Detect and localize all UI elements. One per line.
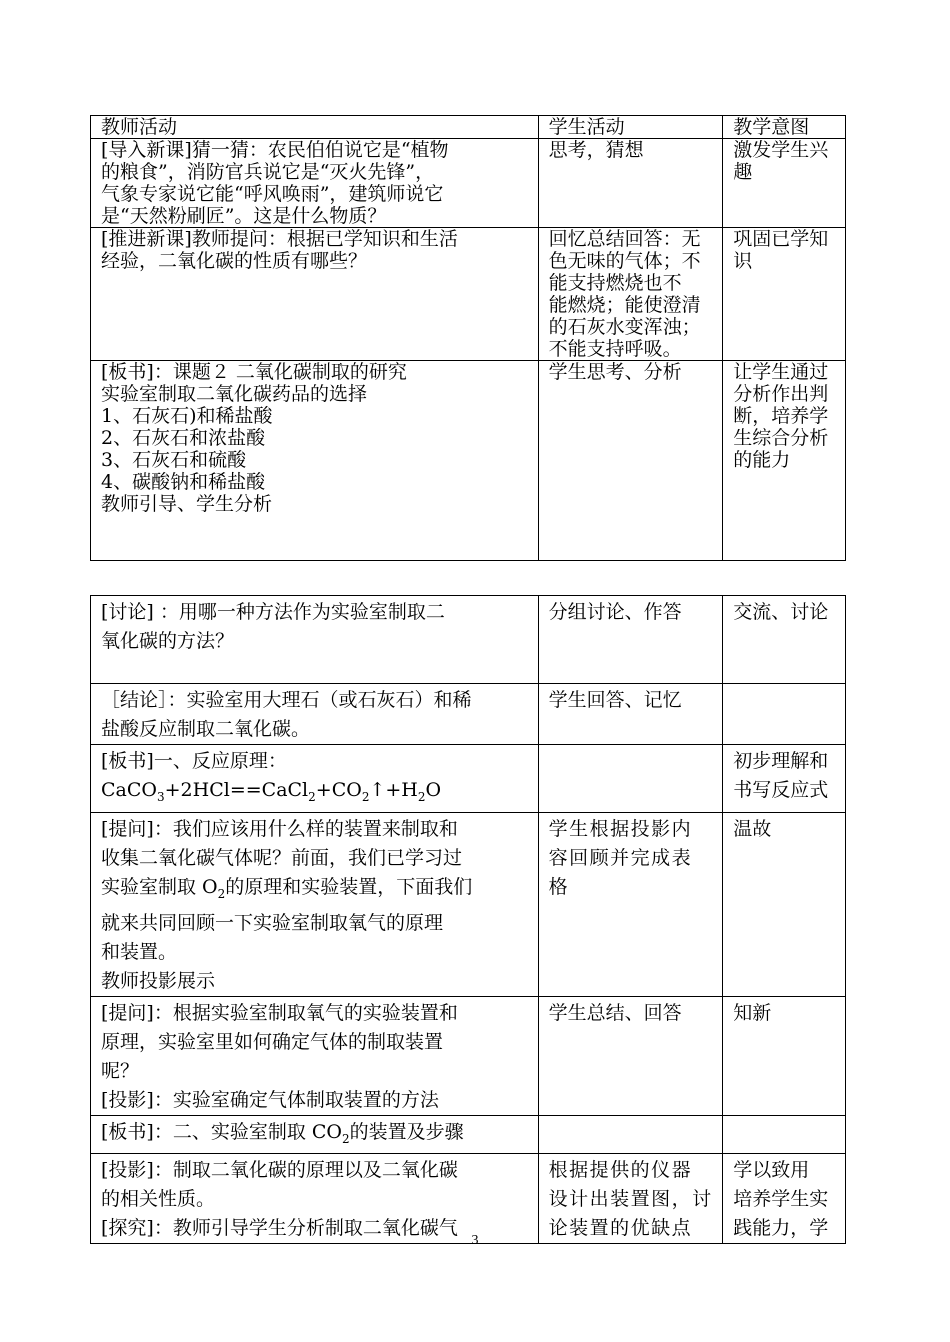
lesson-table-2 xyxy=(90,595,846,1244)
page-number: 3 xyxy=(471,1233,479,1248)
table-row xyxy=(91,812,846,996)
student-cell: 学生回答、记忆 xyxy=(538,684,723,745)
student-cell: 思考，猜想 xyxy=(538,139,723,228)
teacher-cell: ［结论］：实验室用大理石（或石灰石）和稀 盐酸反应制取二氧化碳。 xyxy=(91,684,539,745)
intent-cell xyxy=(723,684,846,745)
lesson-table-1 xyxy=(90,115,846,561)
table-row xyxy=(91,684,846,745)
student-cell: 分组讨论、作答 xyxy=(538,596,723,684)
teacher-cell: [导入新课]猜一猜：农民伯伯说它是“植物 的粮食”，消防官兵说它是“灭火先锋”， 气象专家说它能“呼风唤雨”，建筑师说它 是“天然粉刷匠”。这是什么物质？ xyxy=(91,139,539,228)
intent-cell: 交流、讨论 xyxy=(723,596,846,684)
teacher-cell: [提问]：根据实验室制取氧气的实验装置和 原理，实验室里如何确定气体的制取装置 呢？ [投影]：实验室确定气体制取装置的方法 xyxy=(91,996,539,1115)
header-teacher: 教师活动 xyxy=(91,116,539,139)
teacher-cell: [板书]一、反应原理： $CaCO_3+2HCl==CaCl_2+CO_2↑+H_2O$ xyxy=(91,745,539,813)
table-row xyxy=(91,139,846,228)
intent-cell: 激发学生兴 趣 xyxy=(723,139,846,228)
gas-arrow-icon: ↑ xyxy=(369,779,386,801)
table-row xyxy=(91,1115,846,1154)
intent-cell: 学以致用 培养学生实 践能力，学 xyxy=(723,1154,846,1244)
student-cell: 学生根据投影内 容回顾并完成表 格 xyxy=(538,812,723,996)
table-row xyxy=(91,745,846,813)
intent-cell: 巩固已学知 识 xyxy=(723,228,846,361)
student-cell: 根据提供的仪器 设计出装置图，讨 论装置的优缺点 xyxy=(538,1154,723,1244)
table-row xyxy=(91,228,846,361)
student-cell xyxy=(538,1115,723,1154)
teacher-cell: [投影]：制取二氧化碳的原理以及二氧化碳 的相关性质。 [探究]：教师引导学生分析制取二氧化碳气 xyxy=(91,1154,539,1244)
student-cell: 学生总结、回答 xyxy=(538,996,723,1115)
table-row xyxy=(91,1154,846,1244)
table-row xyxy=(91,596,846,684)
intent-cell: 让学生通过 分析作出判 断，培养学 生综合分析 的能力 xyxy=(723,361,846,561)
student-cell: 学生思考、分析 xyxy=(538,361,723,561)
intent-cell: 知新 xyxy=(723,996,846,1115)
teacher-cell: [提问]：我们应该用什么样的装置来制取和 收集二氧化碳气体呢？前面，我们已学习过 实验室制取 $O_2$的原理和实验装置，下面我们 就来共同回顾一下实验室制取氧气的原理 和装置。 教师投影展示 xyxy=(91,812,539,996)
teacher-cell: [推进新课]教师提问：根据已学知识和生活 经验，二氧化碳的性质有哪些？ xyxy=(91,228,539,361)
teacher-cell: [讨论] ：用哪一种方法作为实验室制取二 氧化碳的方法？ xyxy=(91,596,539,684)
teacher-cell: [板书]：二、实验室制取 $CO_2$的装置及步骤 xyxy=(91,1115,539,1154)
intent-cell xyxy=(723,1115,846,1154)
student-cell xyxy=(538,745,723,813)
intent-cell: 初步理解和 书写反应式 xyxy=(723,745,846,813)
student-cell: 回忆总结回答：无 色无味的气体；不 能支持燃烧也不 能燃烧；能使澄清 的石灰水变浑浊； 不能支持呼吸。 xyxy=(538,228,723,361)
header-student: 学生活动 xyxy=(538,116,723,139)
teacher-cell: [板书]：课题２ 二氧化碳制取的研究 实验室制取二氧化碳药品的选择 1、石灰石)和稀盐酸 2、石灰石和浓盐酸 3、石灰石和硫酸 4、碳酸钠和稀盐酸 教师引导、学生分析 xyxy=(91,361,539,561)
intent-cell: 温故 xyxy=(723,812,846,996)
table-row xyxy=(91,996,846,1115)
header-intent: 教学意图 xyxy=(723,116,846,139)
table-row xyxy=(91,361,846,561)
reaction-equation: $CaCO_3+2HCl==CaCl_2+CO_2↑+H_2O$ xyxy=(101,779,442,804)
table-header-row xyxy=(91,116,846,139)
